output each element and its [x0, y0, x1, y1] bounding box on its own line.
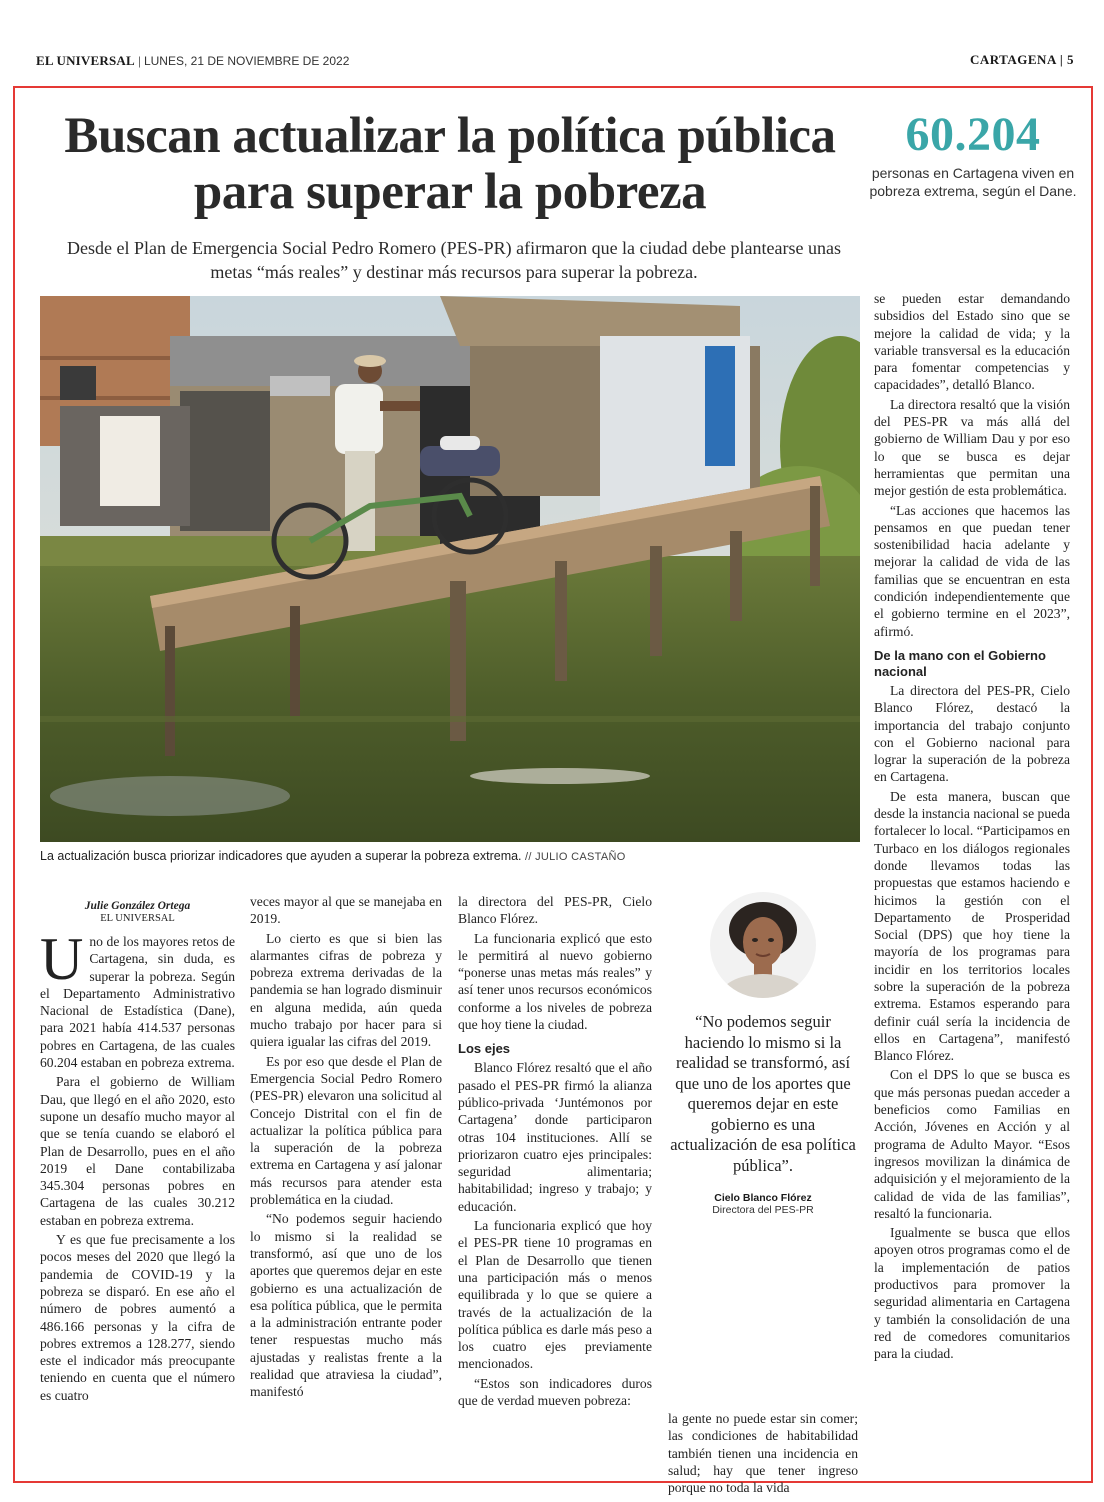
paragraph: la directora del PES-PR, Cielo Blanco Flórez.	[458, 894, 652, 927]
photo-illustration	[40, 296, 860, 842]
paragraph-text: no de los mayores retos de Cartagena, sin duda, es superar la pobreza. Según el Departamento Administrativo Nacional de Estadística (Dane), para 2021 había 414.537 personas pobres en Cartagena, de las cuales 60.204 estaban en pobreza extrema.	[40, 934, 235, 1071]
paragraph: se pueden estar demandando subsidios del Estado sino que se mejore la calidad de vida; y la variable transversal es la educación para fomentar competencias y capacidades”, detalló Blanco.	[874, 291, 1070, 393]
column-5	[874, 290, 1070, 1365]
paragraph: la gente no puede estar sin comer; las condiciones de habitabilidad también tienen una incidencia en salud; hay que tener ingreso porque no toda la vida	[668, 1411, 858, 1496]
paragraph: “No podemos seguir haciendo lo mismo si la realidad se transformó, así que uno de los aportes que queremos dejar en este gobierno es una actualización de esa política pública, que le permita a la administración entrante poder tener respuestas mucho más ajustadas y realistas frente a la realidad que atraviesa la ciudad”, manifestó	[250, 1211, 442, 1400]
paragraph: La directora resaltó que la visión del PES-PR va más allá del gobierno de William Dau y por eso lo que se busca es dejar herramientas que permitan una mejor gestión de esta problemática.	[874, 396, 1070, 499]
paragraph: Para el gobierno de William Dau, que llegó en el año 2020, esto supone un desafío mucho mayor al que se tenía cuando se elaboró el Plan de Desarrollo, pues en el año 2019 el Dane contabilizaba 345.304 personas pobres en Cartagena de las cuales 30.212 estaban en pobreza extrema.	[40, 1074, 235, 1228]
byline	[40, 900, 235, 925]
section-name: CARTAGENA	[969, 52, 1057, 67]
running-head	[36, 0, 1074, 72]
paragraph: Blanco Flórez resaltó que el año pasado el PES-PR firmó la alianza público-privada ‘Juntémonos por Cartagena’ donde participaron otras 104 instituciones. Allí se priorizaron cuatro ejes principales: seguridad alimentaria; habitabilidad; ingreso y trabajo; y educación.	[458, 1060, 652, 1214]
paragraph: De esta manera, buscan que desde la instancia nacional se pueda fortalecer lo local. “Participamos en Turbaco en los diálogos regionales donde llevamos todas las propuestas que estamos haciendo e hicimos la gestión con el Departamento de Prosperidad Social (DPS) que hoy tiene la mayoría de los programas para incidir en los territorios locales sobre la superación de la pobreza extrema. Estamos esperando para definir cuál sería la incidencia de ellos en Cartagena”, manifestó Blanco Flórez.	[874, 788, 1070, 1064]
quote-author: Cielo Blanco Flórez	[714, 1192, 812, 1204]
column-3	[458, 893, 652, 1411]
paragraph: “Estos son indicadores duros que de verdad mueven pobreza:	[458, 1375, 652, 1409]
column-2	[250, 893, 442, 1403]
running-head-right	[970, 52, 1074, 68]
page-number: 5	[1067, 52, 1074, 67]
portrait-photo	[710, 892, 816, 998]
stat-box	[868, 110, 1078, 200]
drop-cap: U	[40, 926, 84, 992]
paragraph: “Las acciones que hacemos las pensamos en que puedan tener sostenibilidad hacia adelante y mejorar la calidad de vida de las familias que se encuentran en esta condición independientemente que el gobierno termine en el 2023”, afirmó.	[874, 502, 1070, 639]
paragraph: Con el DPS lo que se busca es que más personas puedan acceder a beneficios como Familias en Acción, Jóvenes en Acción y al programa de Adulto Mayor. “Esos ingresos movilizan la dinámica de adquisición y el mejoramiento de la calidad de vida de las familias”, resaltó la funcionaria.	[874, 1067, 1070, 1221]
paragraph	[40, 926, 235, 1071]
paragraph: La directora del PES-PR, Cielo Blanco Flórez, destacó la importancia del trabajo conjunto con el Gobierno nacional para lograr la superación de la pobreza en Cartagena.	[874, 682, 1070, 785]
caption-text: La actualización busca priorizar indicadores que ayuden a superar la pobreza extrema.	[40, 849, 522, 863]
stat-number: 60.204	[905, 108, 1041, 161]
paper-name: EL UNIVERSAL	[36, 53, 135, 68]
pullquote	[668, 892, 858, 1216]
issue-date: LUNES, 21 DE NOVIEMBRE DE 2022	[143, 54, 350, 68]
subheading-los-ejes: Los ejes	[458, 1041, 511, 1057]
main-photo	[40, 296, 860, 842]
paragraph: La funcionaria explicó que hoy el PES-PR tiene 10 programas en el Plan de Desarrollo que tienen una participación más o menos equilibrada y lo que se quiere a través de la actualización de la política pública es darle más peso a los cuatro ejes previamente mencionados.	[458, 1218, 652, 1372]
paragraph: veces mayor al que se manejaba en 2019.	[250, 894, 442, 927]
column-4	[668, 1410, 858, 1498]
column-1	[40, 900, 235, 1406]
paragraph: La funcionaria explicó que esto le permitirá al nuevo gobierno “ponerse unas metas más reales” y así tener unos recursos económicos conforme a los niveles de pobreza que hoy tiene la ciudad.	[458, 930, 652, 1033]
quote-role: Directora del PES-PR	[712, 1204, 814, 1216]
paragraph: Y es que fue precisamente a los pocos meses del 2020 que llegó la pandemia de COVID-19 y la pobreza se disparó. En ese año el número de pobres aumentó a 486.166 personas y la cifra de pobres extremos a 128.277, siendo este el indicador más preocupante teniendo en cuenta que el número es cuatro	[40, 1232, 235, 1403]
photo-caption	[40, 849, 860, 863]
separator: |	[1059, 52, 1064, 67]
photo-credit: // JULIO CASTAÑO	[525, 851, 626, 863]
running-head-left	[36, 53, 349, 69]
stat-text: personas en Cartagena viven en pobreza extrema, según el Dane.	[869, 165, 1077, 199]
paragraph: Igualmente se busca que ellos apoyen otros programas como el de la implementación de patios productivos para promover la seguridad alimentaria en Cartagena y también la consolidación de una red de comedores comunitarios para la ciudad.	[874, 1225, 1070, 1362]
deck: Desde el Plan de Emergencia Social Pedro Romero (PES-PR) afirmaron que la ciudad debe plantearse unas metas “más reales” y destinar más recursos para superar la pobreza.	[67, 238, 841, 282]
author-org: EL UNIVERSAL	[100, 913, 175, 924]
paragraph: Lo cierto es que si bien las alarmantes cifras de pobreza y pobreza extrema derivadas de la pandemia se han logrado disminuir en alguna medida, aún queda mucho trabajo por hacer para si quiera igualar las cifras del 2019.	[250, 930, 442, 1050]
author-name: Julie González Ortega	[84, 900, 191, 912]
separator: |	[138, 53, 141, 68]
portrait-illustration	[710, 892, 816, 998]
headline: Buscan actualizar la política pública para superar la pobreza	[64, 108, 836, 220]
quote-text: “No podemos seguir haciendo lo mismo si la realidad se transformó, así que uno de los aportes que queremos dejar en este gobierno es una actualización de esa política pública”.	[670, 1012, 856, 1175]
paragraph: Es por eso que desde el Plan de Emergencia Social Pedro Romero (PES-PR) elevaron una solicitud al Concejo Distrital con el fin de actualizar la política pública para la superación de la pobreza extrema en Cartagena y así jalonar más recursos para atender esta problemática en la ciudad.	[250, 1053, 442, 1208]
subheading-gobierno-nacional: De la mano con el Gobierno nacional	[874, 647, 1046, 679]
